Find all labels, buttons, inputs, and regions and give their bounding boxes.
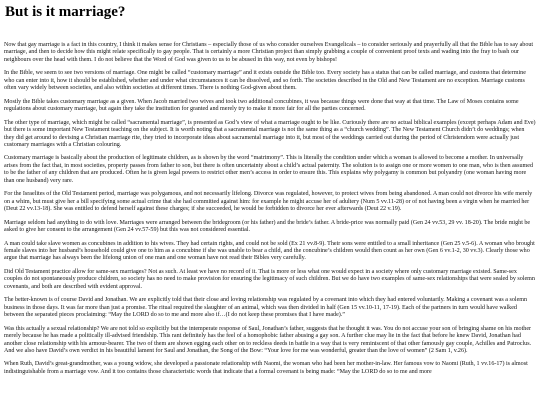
- paragraph: Marriage seldom had anything to do with love. Marriages were arranged between the bridegroom (or his father) and the bride’s father. A bride-price was normally paid (Gen 24 vv.53, 29 vv. 18-20). The bride might be asked to give her consent to the arrangement (Gen 24 vv.57-59) but this was not considered essential.: [4, 219, 531, 234]
- paragraph: The better-known is of course David and Jonathan. We are explicitly told that their close and loving relationship was regulated by a covenant into which they had entered voluntarily. Making a covenant was a solemn business in those days. It was far more than just a promise. The ritual required the slaughter of an animal, which was then divided in half (Gen 15 vv.10-11, 17-19). Each of the partners in turn would have walked between the separated pieces proclaiming: “May the LORD do so to me and more also if…(I do not keep these promises that I have made).”: [4, 297, 528, 319]
- paragraph: Now that gay marriage is a fact in this country, I think it makes sense for Christians – especially those of us who consider ourselves Evangelicals – to consider seriously and prayerfully all that the Bible has to say about marriage, and then to decide how this might relate specifically to gay people. That is certainly a more Christian project than simply grabbing a couple of convenient proof texts and wading into the fray to bash our neighbours over the head with them. I do not believe that the Word of God was given to us to be abused in this way, not even by bishops!: [4, 42, 534, 63]
- paragraph: Did Old Testament practice allow for same-sex marriages? Not as such. At least we have no record of it. That is more or less what one would expect in a society where only customary marriage existed. Same-sex couples do not spontaneously produce children, so society has no need to make provision for ensuring the legitimacy of such children. But we do have two examples of same-sex relationships that were sealed by solemn covenants, and both are described with evident approval.: [4, 268, 535, 290]
- paragraph: In the Bible, we seem to see two versions of marriage. One might be called “customary marriage” and it exists outside the Bible too. Every society has a status that can be called marriage, and customs that determine who can enter into it, how it should be established, whether and under what circumstances it can be dissolved, and so forth. The societies described in the Old and New Testament are no exception. Marriage customs often vary widely between societies, and also within societies at different times. There is nothing God-given about them.: [4, 70, 526, 92]
- paragraph: Was this actually a sexual relationship? We are not told so explicitly but the intemperate response of Saul, Jonathan’s father, suggests that he thought it was. You do not accuse your son of bringing shame on his mother merely because he has made a politically ill-advised friendship. This rant definitely has the feel of a homophobic father abusing a gay son. A further clue may lie in the fact that before he knew David, Jonathan had another close relationship with his armour-bearer. The two of them are shown egging each other on to reckless deeds in battle in a way that is very reminiscent of that other famously gay couple, Achilles and Patroclus. And we also have David’s own verdict in his beautiful lament for Saul and Jonathan, the Song of the Bow: “Your love for me was wonderful, greater than the love of women” (2 Sam 1, v.26).: [4, 325, 532, 354]
- article-body: [4, 42, 536, 382]
- paragraph: The other type of marriage, which might be called “sacramental marriage”, is presented as God’s view of what a marriage ought to be like. Curiously there are no actual biblical examples (except perhaps Adam and Eve) but there is some important New Testament teaching on the subject. It is worth noting that a sacramental marriage is not the same thing as a “church wedding”. The New Testament Church didn’t do weddings; when they did get around to devising a Christian marriage rite, they tried to incorporate ideas about sacramental marriage into it, but most of the weddings carried out during the period of Christendom were actually just customary marriages with a Christian colouring.: [4, 119, 536, 148]
- paragraph: For the Israelites of the Old Testament period, marriage was polygamous, and not necessarily lifelong. Divorce was regulated, however, to protect wives from being abandoned. A man could not divorce his wife merely on a whim, but must give her a bill specifying some actual crime that she had committed against him: for example he might accuse her of adultery (Num 5 vv.11-28) or of not having been a virgin when he married her (Deut 22 vv.13-18). She was entitled to defend herself against these charges; if she succeeded, he would be forbidden to divorce her ever afterwards (Deut 22 v.19).: [4, 191, 533, 213]
- paragraph: When Ruth, David’s great-grandmother, was a young widow, she developed a passionate relationship with Naomi, the woman who had been her mother-in-law. Her famous vow to Naomi (Ruth, 1 vv.16-17) is almost indistinguishable from a marriage vow. And it too contains those characteristic words that indicate that a formal covenant is being made: “May the LORD do so to me and more: [4, 361, 528, 375]
- article-title: But is it marriage?: [5, 4, 126, 20]
- paragraph: A man could take slave women as concubines in addition to his wives. They had certain rights, and could not be sold (Ex 21 vv.8-9). Their sons were entitled to a small inheritance (Gen 25 v.5-6). A woman who brought female slaves into her husband’s household could give one to him as a concubine if she was unable to bear a child, and the concubine’s children would then count as her own (Gen 6 vv.1-2, 30 vv.3). Clearly those who argue that marriage has always been the lifelong union of one man and one woman have not read their Bibles very carefully.: [4, 240, 535, 262]
- paragraph: Mostly the Bible takes customary marriage as a given. When Jacob married two wives and took two additional concubines, it was because things were done that way at that time. The Law of Moses contains some regulations about customary marriage, but again they take the institution for granted and merely try to make it more fair for all the parties concerned.: [4, 98, 519, 113]
- paragraph: Customary marriage is basically about the production of legitimate children, as is shown by the word “matrimony”. This is literally the condition under which a woman is allowed to become a mother. In universally arises from the fact that, in most societies, property passes from father to son, but there is often uncertainty about a child’s actual paternity. The solution is to assign one or more women to one man, who is then assumed to be the father of any children that are produced. Often he is given legal powers to restrict other men’s access in order to ensure this. This explains why polygamy is common but polyandry (one woman having more than one husband) very rare.: [4, 155, 533, 184]
